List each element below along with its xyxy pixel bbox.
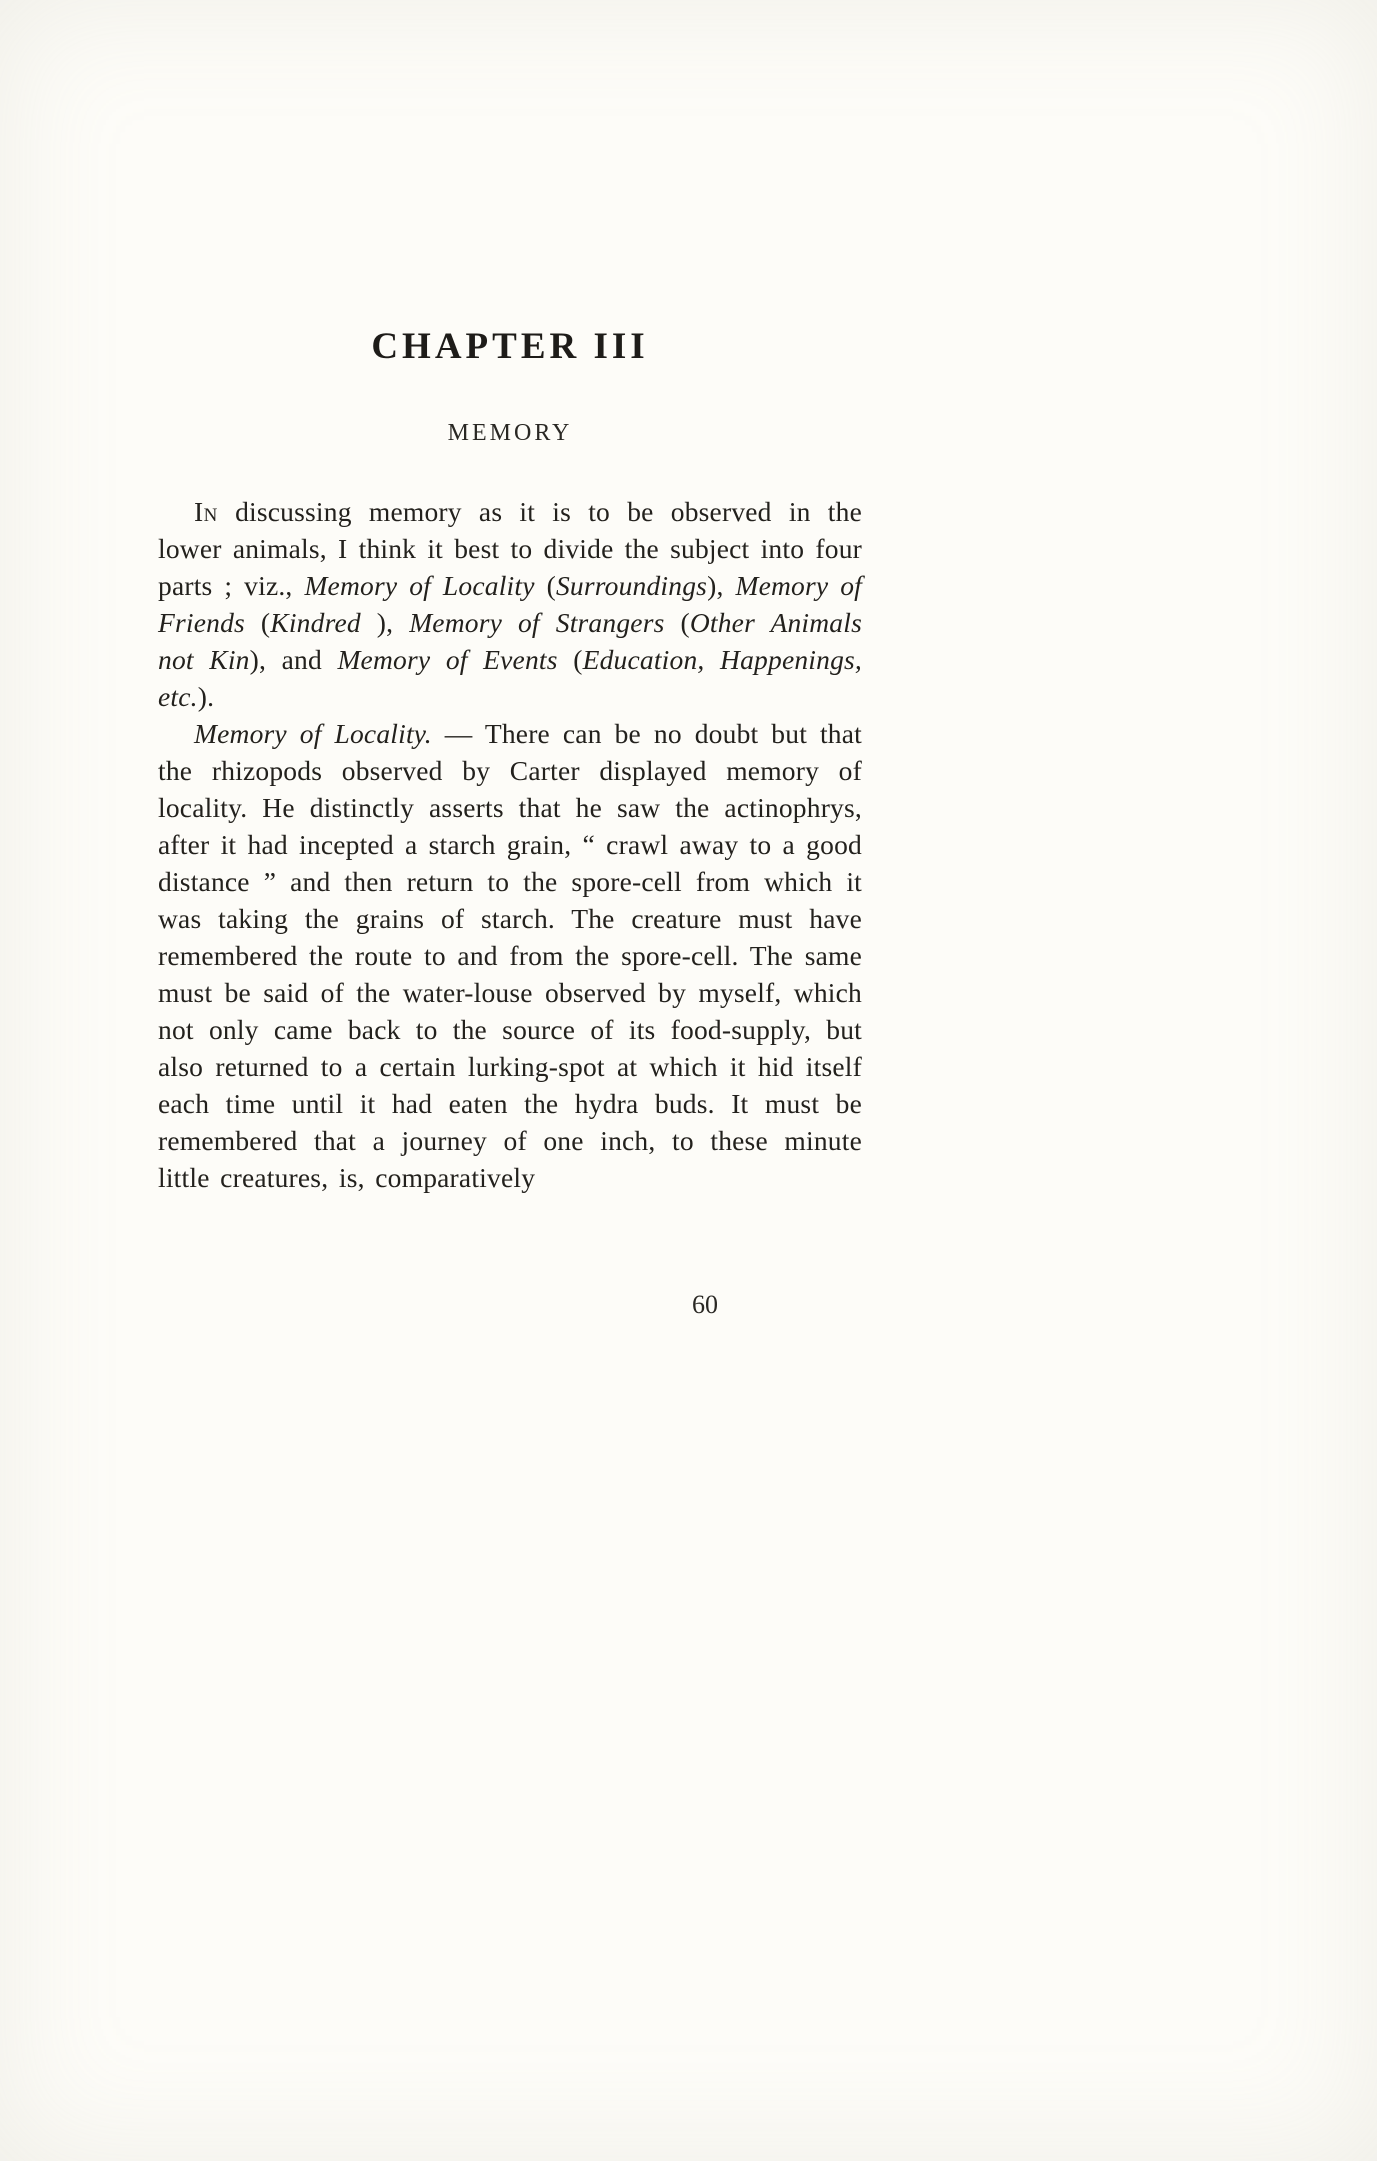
text-segment: ( — [557, 644, 583, 675]
text-segment: Education, Happenings, etc. — [158, 644, 863, 712]
text-segment: Memory of Strangers — [409, 607, 665, 638]
text-segment: ), and — [249, 644, 338, 675]
text-segment: Memory of Events — [337, 644, 558, 675]
page-number: 60 — [692, 1290, 718, 1319]
chapter-heading: CHAPTER III — [371, 326, 649, 367]
text-segment: Kindred — [270, 607, 361, 638]
text-segment: Surroundings — [555, 570, 708, 601]
text-segment: — There can be no doubt but that the rhizopods observed by Carter displayed memory of locality. He distinctly asserts that he saw the actinophrys, after it had incepted a starch grain, “ crawl away to a good distance ” and then return to the spore-cell from which it was taking the grains of starch. The creature must have remembered the route to and from the spore-cell. The same must be said of the water-louse observed by myself, which not only came back to the source of its food-supply, but also returned to a certain lurking-spot at which it hid itself each time until it had eaten the hydra buds. It must be remembered that a journey of one inch, to these minute little creatures, is, comparatively — [158, 718, 862, 1193]
paragraph — [158, 493, 862, 715]
text-segment: ( — [534, 570, 556, 601]
text-segment: ). — [197, 681, 215, 712]
page-content — [158, 325, 862, 1196]
text-segment: discussing memory as it is to be observed in the lower animals, I think it best to divide the subject into four parts ; viz., — [158, 496, 862, 601]
body-paragraphs — [158, 493, 862, 1196]
section-heading: MEMORY — [447, 420, 573, 446]
paragraph — [158, 715, 862, 1196]
text-segment: Memory of Locality. — [194, 718, 432, 749]
text-segment: ( — [244, 607, 271, 638]
text-segment: Memory of Locality — [304, 570, 535, 601]
text-segment: ), — [707, 570, 736, 601]
text-segment: In — [194, 496, 218, 527]
text-segment: Memory of Friends — [158, 570, 863, 638]
text-segment: ), — [360, 607, 410, 638]
text-segment: Other Animals not Kin — [158, 607, 862, 675]
text-segment: ( — [664, 607, 690, 638]
